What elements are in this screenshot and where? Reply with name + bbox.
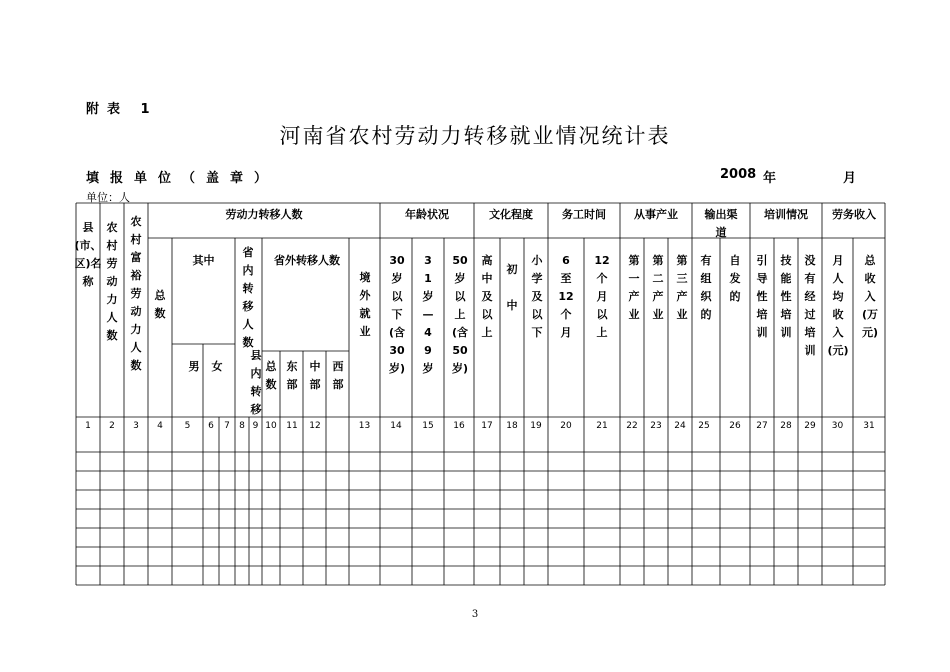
column-number: 14 [390, 421, 402, 431]
column-number: 2 [109, 421, 115, 431]
header-female: 女 [211, 360, 223, 373]
header-transfer-group: 劳动力转移人数 [225, 208, 303, 221]
header-edu-middle-school: 初中 [506, 263, 518, 312]
column-number: 18 [506, 421, 518, 431]
header-income-monthly: 月人均收入(元) [827, 254, 849, 357]
header-age-over-50: 50岁以上(含50岁) [451, 254, 469, 375]
header-total: 总数 [154, 289, 166, 320]
column-number: 25 [698, 421, 710, 431]
appendix-label: 附表 1 [86, 102, 158, 117]
column-number: 22 [626, 421, 638, 431]
header-industry-group: 从事产业 [634, 208, 678, 221]
header-industry-tertiary: 第三产业 [676, 254, 688, 321]
column-number: 16 [453, 421, 465, 431]
column-number: 28 [780, 421, 792, 431]
header-industry-primary: 第一产业 [628, 254, 640, 321]
header-income-group: 劳务收入 [832, 208, 876, 221]
header-in-province: 省内转移人数 [242, 246, 254, 349]
column-number: 10 [265, 421, 277, 431]
column-number: 21 [596, 421, 608, 431]
column-number: 20 [560, 421, 572, 431]
year-value: 2008 [720, 167, 757, 182]
header-middle: 中部 [309, 360, 321, 391]
unit-label: 单位：人 [86, 191, 130, 204]
header-edu-high-school: 高中及以上 [481, 254, 493, 339]
header-industry-secondary: 第二产业 [652, 254, 664, 321]
header-rural-labor: 农村劳动力人数 [106, 221, 118, 342]
column-number: 8 [239, 421, 245, 431]
header-training-guided: 引导性培训 [756, 254, 768, 339]
column-number: 11 [286, 421, 298, 431]
column-number: 13 [358, 421, 371, 431]
header-channel-organized: 有组织的 [700, 254, 712, 321]
header-west: 西部 [332, 360, 344, 391]
column-number: 30 [831, 421, 844, 431]
header-work-6-12: 6至12个月 [558, 254, 574, 339]
column-number: 17 [481, 421, 493, 431]
column-number: 1 [85, 421, 91, 431]
header-abroad: 境外就业 [359, 271, 371, 338]
header-rich-labor: 农村富裕劳动力人数 [130, 215, 142, 372]
column-number: 15 [422, 421, 434, 431]
header-out-total: 总数 [265, 360, 277, 391]
column-number: 23 [650, 421, 662, 431]
header-channel-spontaneous: 自发的 [729, 254, 741, 303]
column-number: 3 [133, 421, 139, 431]
header-county: 县(市、区)名称 [74, 221, 102, 288]
header-in-county: 县内转移 [250, 349, 262, 416]
header-age-group: 年龄状况 [405, 208, 449, 221]
header-work-over-12: 12个月以上 [594, 254, 610, 339]
header-out-province: 省外转移人数 [274, 254, 340, 267]
fill-unit-label: 填报单位（盖章） [86, 171, 279, 186]
header-edu-primary: 小学及以下 [531, 254, 543, 339]
column-number: 27 [756, 421, 768, 431]
header-training-none: 没有经过培训 [804, 254, 816, 357]
header-edu-group: 文化程度 [489, 208, 533, 221]
page-title: 河南省农村劳动力转移就业情况统计表 [279, 124, 671, 148]
header-age-31-49: 31岁—49岁 [422, 254, 434, 375]
header-work-group: 务工时间 [562, 208, 606, 221]
header-training-skill: 技能性培训 [780, 254, 792, 339]
column-number: 19 [530, 421, 542, 431]
column-number: 9 [252, 421, 259, 431]
header-among: 其中 [192, 254, 215, 267]
header-training-group: 培训情况 [764, 208, 808, 221]
header-male: 男 [188, 360, 200, 373]
column-number: 29 [804, 421, 816, 431]
column-number: 5 [184, 421, 191, 431]
header-east: 东部 [286, 360, 298, 391]
page-number: 3 [471, 609, 479, 620]
column-number: 26 [729, 421, 741, 431]
column-number: 31 [863, 421, 875, 431]
header-age-under-30: 30岁以下(含30岁) [388, 254, 406, 375]
header-income-total: 总收入(万元) [861, 254, 879, 339]
column-number: 24 [674, 421, 686, 431]
column-number: 6 [208, 421, 214, 431]
column-number: 7 [224, 421, 230, 431]
month-label: 月 [843, 171, 857, 186]
year-label: 年 [763, 171, 777, 186]
column-number: 4 [157, 421, 163, 431]
header-channel-group: 输出渠道 [704, 208, 738, 239]
column-number: 12 [309, 421, 321, 431]
